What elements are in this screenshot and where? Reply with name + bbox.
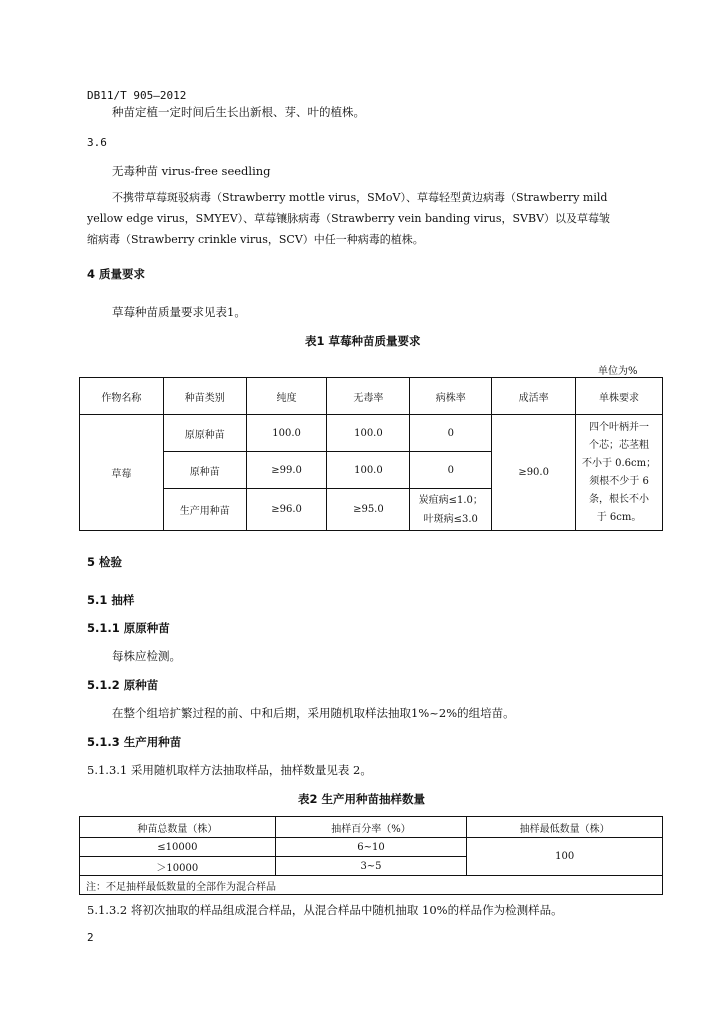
table1-header-disease: 病株率 — [410, 378, 492, 415]
table2-header-min: 抽样最低数量（株） — [467, 817, 663, 838]
table2-total: ＞10000 — [80, 857, 276, 876]
section-4-body: 草莓种苗质量要求见表1。 — [112, 305, 246, 319]
table1-virus-free: ≥95.0 — [327, 489, 410, 531]
section-heading-5-1-2: 5.1.2 原种苗 — [87, 678, 159, 692]
table1-crop-cell: 草莓 — [80, 415, 164, 531]
table1-header-category: 种苗类别 — [163, 378, 246, 415]
section-5-1-2-body: 在整个组培扩繁过程的前、中和后期，采用随机取样法抽取1%~2%的组培苗。 — [112, 706, 515, 720]
table1-disease: 0 — [410, 452, 492, 489]
table1-header-crop: 作物名称 — [80, 378, 164, 415]
section-5-1-3-1: 5.1.3.1 采用随机取样方法抽取样品，抽样数量见表 2。 — [87, 763, 372, 777]
table1-virus-free: 100.0 — [327, 415, 410, 452]
section-heading-5-1-1: 5.1.1 原原种苗 — [87, 621, 170, 635]
section-heading-5: 5 检验 — [87, 555, 123, 569]
table2-min-cell: 100 — [467, 838, 663, 876]
table1-category: 生产用种苗 — [163, 489, 246, 531]
table2-pct: 3~5 — [275, 857, 467, 876]
table1-header-virus-free: 无毒率 — [327, 378, 410, 415]
table1-purity: ≥99.0 — [246, 452, 327, 489]
table1-survival-cell: ≥90.0 — [492, 415, 576, 531]
table1-category: 原种苗 — [163, 452, 246, 489]
definition-line-1: 不携带草莓斑驳病毒（Strawberry mottle virus，SMoV）、草莓轻型黄边病毒（Strawberry mild — [112, 191, 608, 204]
table1-unit: 单位为% — [598, 366, 638, 377]
plant-req-line: 条，根长不小 — [589, 493, 650, 505]
intro-line: 种苗定植一定时间后生长出新根、芽、叶的植株。 — [112, 105, 365, 119]
table1-header-plant-req: 单株要求 — [576, 378, 663, 415]
section-5-1-3-2: 5.1.3.2 将初次抽取的样品组成混合样品，从混合样品中随机抽取 10%的样品作为检测样品。 — [87, 903, 563, 917]
table1-disease: 0 — [410, 415, 492, 452]
table1-plant-req-cell — [576, 415, 663, 531]
table1-virus-free: 100.0 — [327, 452, 410, 489]
term-title: 无毒种苗 virus-free seedling — [112, 164, 271, 178]
table-row — [80, 838, 663, 857]
table2-header-total: 种苗总数量（株） — [80, 817, 276, 838]
table2-header-pct: 抽样百分率（%） — [275, 817, 467, 838]
plant-req-line: 四个叶柄并一 — [589, 421, 650, 433]
table1-caption: 表1 草莓种苗质量要求 — [305, 334, 421, 348]
table-row — [80, 876, 663, 895]
table2-header-row — [80, 817, 663, 838]
table1-purity: ≥96.0 — [246, 489, 327, 531]
table1-disease — [410, 489, 492, 531]
definition-line-3: 缩病毒（Strawberry crinkle virus，SCV）中任一种病毒的植株。 — [87, 233, 424, 246]
plant-req-line: 须根不少于 6 — [589, 475, 649, 487]
plant-req-line: 于 6cm。 — [596, 511, 642, 523]
section-heading-5-1-3: 5.1.3 生产用种苗 — [87, 735, 182, 749]
table1-header-row — [80, 378, 663, 415]
table2-total: ≤10000 — [80, 838, 276, 857]
section-heading-5-1: 5.1 抽样 — [87, 593, 135, 607]
plant-req-line: 不小于 0.6cm； — [581, 457, 657, 469]
table2-note: 注：不足抽样最低数量的全部作为混合样品 — [80, 876, 663, 895]
plant-req-line: 个芯；芯茎粗 — [589, 439, 650, 451]
table1 — [79, 377, 663, 531]
section-5-1-1-body: 每株应检测。 — [112, 649, 181, 663]
table1-category: 原原种苗 — [163, 415, 246, 452]
doc-number: DB11/T 905—2012 — [87, 89, 187, 102]
section-heading-4: 4 质量要求 — [87, 267, 146, 281]
page-number: 2 — [87, 931, 94, 944]
table1-header-purity: 纯度 — [246, 378, 327, 415]
definition-line-2: yellow edge virus，SMYEV）、草莓镶脉病毒（Strawberry vein banding virus，SVBV）以及草莓皱 — [87, 212, 611, 225]
table1-purity: 100.0 — [246, 415, 327, 452]
table2-pct: 6~10 — [275, 838, 467, 857]
section-number: 3.6 — [87, 136, 107, 149]
table2 — [79, 816, 663, 895]
disease-line: 炭疽病≤1.0； — [418, 494, 483, 506]
table1-header-survival: 成活率 — [492, 378, 576, 415]
disease-line: 叶斑病≤3.0 — [423, 513, 478, 525]
table2-caption: 表2 生产用种苗抽样数量 — [298, 792, 426, 806]
table-row — [80, 415, 663, 452]
